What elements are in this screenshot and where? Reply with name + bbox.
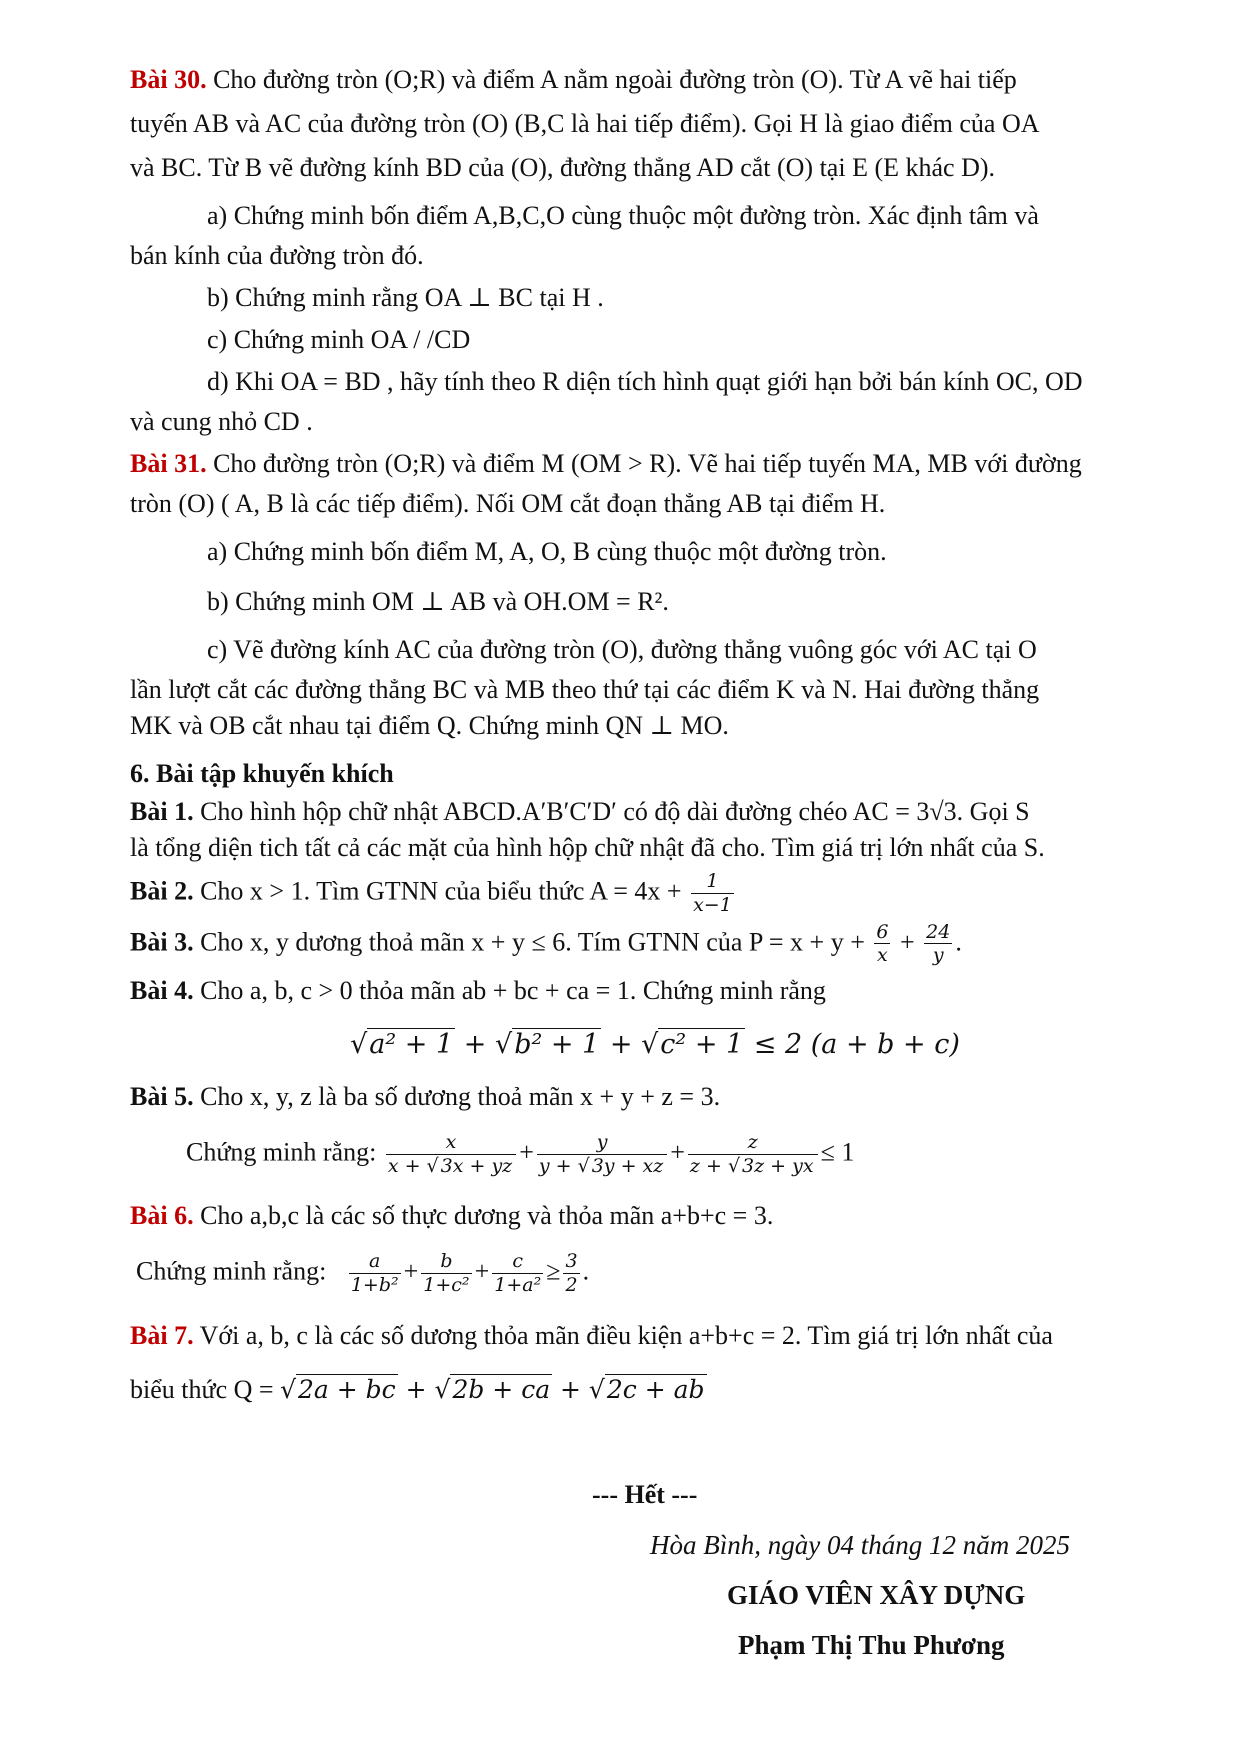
e6-fraction-1 [349, 1250, 401, 1297]
e2-numerator: 1 [691, 870, 734, 894]
e5-fraction-3 [688, 1131, 818, 1178]
e2-fraction [691, 870, 734, 917]
e3-f1-num: 6 [876, 920, 889, 943]
e5-f3-den: z + √ 3z + yx [689, 1154, 814, 1177]
e4-sqrt-sign-2: √ [494, 1029, 513, 1061]
b31-intro-line1: Cho đường tròn (O;R) và điểm M (OM > R). Vẽ hai tiếp tuyến MA, MB với đường [206, 449, 1082, 478]
e7-label: Bài 7. [130, 1321, 194, 1351]
e7-line [130, 1316, 1180, 1356]
e2-text: Cho x > 1. Tìm GTNN của biểu thức A = 4x + [193, 876, 689, 906]
e5-f1-den-sqrt: 3x + yz [440, 1154, 513, 1177]
e5-f2-den-a: y + [538, 1154, 578, 1177]
e1-line2: là tổng diện tich tất cả các mặt của hình hộp chữ nhật đã cho. Tìm giá trị lớn nhất của S. [130, 833, 1045, 862]
e5-f2-num: y [537, 1131, 667, 1155]
e5-fraction-1 [386, 1131, 516, 1178]
b31-label: Bài 31. [130, 449, 207, 478]
e5-fraction-2 [537, 1131, 667, 1178]
date-line: Hòa Bình, ngày 04 tháng 12 năm 2025 [650, 1530, 1070, 1560]
e6-end: . [582, 1256, 590, 1286]
e6-r-den: 2 [565, 1273, 578, 1296]
e5-f2-den-sqrt: 3y + xz [591, 1154, 664, 1177]
b30-part-a-line2: bán kính của đường tròn đó. [130, 241, 424, 270]
e4-sqrt-sign-3: √ [641, 1029, 659, 1061]
b30-label: Bài 30. [130, 65, 207, 94]
e4-sqrt-3: c² + 1 [660, 1029, 744, 1061]
e6-line [130, 1196, 1180, 1236]
b31-intro [130, 444, 1180, 484]
e6-f1-num: a [349, 1250, 401, 1274]
b31-part-c-line3: MK và OB cắt nhau tại điểm Q. Chứng minh QN ⊥ MO. [130, 711, 729, 740]
e5-rhs: ≤ 1 [820, 1137, 855, 1167]
e2-label: Bài 2. [130, 876, 194, 906]
e7-expr-line [130, 1370, 1180, 1410]
b30-part-b: b) Chứng minh rằng OA ⊥ BC tại H . [207, 283, 604, 312]
e6-r-num: 3 [565, 1249, 578, 1272]
e5-f1-den: x + √ 3x + yz [387, 1154, 513, 1177]
e7-sqrt-1: 2a + bc [298, 1375, 396, 1405]
e4-sqrt-2: b² + 1 [514, 1029, 600, 1061]
e7-sqrt-group: √2a + bc + √2b + ca + √2c + ab [280, 1375, 705, 1405]
author-role: GIÁO VIÊN XÂY DỰNG [727, 1580, 1026, 1610]
e5-label: Bài 5. [130, 1082, 194, 1112]
e5-line [130, 1077, 1180, 1117]
e5-prove-line: Chứng minh rằng: $\frac{x}{x + √ 3x + yz}$ + $\frac{y}{y + √ 3y + xz}$ + $\frac{z}{z + √ 3z + yx}$ ≤ 1 [186, 1131, 855, 1177]
e3-line [130, 921, 1180, 968]
e4-sqrt-sign-1: √ [350, 1029, 368, 1061]
e6-f2-num: b [421, 1250, 471, 1274]
b31-part-b: b) Chứng minh OM ⊥ AB và OH.OM = R². [207, 587, 669, 616]
e3-f2-den: y [932, 944, 944, 967]
e3-plus: + [893, 926, 922, 956]
end-mark: --- Hết --- [592, 1480, 698, 1509]
e1-line1 [130, 794, 1180, 830]
section-6-heading: 6. Bài tập khuyến khích [130, 759, 394, 788]
b30-intro-line3: và BC. Từ B vẽ đường kính BD của (O), đường thẳng AD cắt (O) tại E (E khác D). [130, 153, 996, 182]
e3-fraction-1 [874, 921, 890, 968]
e4-rhs: ≤ 2 (a + b + c) [745, 1029, 960, 1061]
e1-text1: Cho hình hộp chữ nhật ABCD.A′B′C′D′ có độ dài đường chéo AC = 3√3. Gọi S [193, 797, 1030, 826]
e4-text: Cho a, b, c > 0 thỏa mãn ab + bc + ca = 1. Chứng minh rằng [193, 976, 826, 1006]
b31-part-c-line1: c) Vẽ đường kính AC của đường tròn (O), đường thẳng vuông góc với AC tại O [207, 635, 1037, 664]
b30-intro [130, 60, 1180, 100]
e6-prove: Chứng minh rằng: [136, 1256, 327, 1286]
e3-text: Cho x, y dương thoả mãn x + y ≤ 6. Tím GTNN của P = x + y + [193, 926, 872, 956]
e5-f1-num: x [386, 1131, 516, 1155]
e6-fraction-2 [421, 1250, 471, 1297]
b30-part-a-line1: a) Chứng minh bốn điểm A,B,C,O cùng thuộc một đường tròn. Xác định tâm và [207, 201, 1039, 230]
e5-f1-den-a: x + [387, 1154, 427, 1177]
e7-expr: biểu thức Q = [130, 1375, 281, 1405]
b30-part-d-line1: d) Khi OA = BD , hãy tính theo R diện tích hình quạt giới hạn bởi bán kính OC, OD [207, 367, 1083, 396]
e6-prove-line: Chứng minh rằng: $\frac{a}{\text{1+b²}}$ + $\frac{b}{\text{1+c²}}$ + $\frac{c}{\text{1+a²}}$ ≥ $\frac{3}{2}$ . [136, 1249, 590, 1296]
b31-intro-line2: tròn (O) ( A, B là các tiếp điểm). Nối OM cắt đoạn thẳng AB tại điểm H. [130, 489, 886, 518]
b30-intro-line1: Cho đường tròn (O;R) và điểm A nằm ngoài đường tròn (O). Từ A vẽ hai tiếp [206, 65, 1017, 94]
e4-sqrt-1: a² + 1 [369, 1029, 454, 1061]
e3-end: . [955, 926, 962, 956]
e7-sqrt-3: 2c + ab [606, 1375, 705, 1405]
e3-f2-num: 24 [926, 920, 951, 943]
b30-part-c: c) Chứng minh OA / /CD [207, 325, 471, 354]
e6-label: Bài 6. [130, 1200, 194, 1230]
e6-fraction-3 [492, 1250, 543, 1297]
e1-label: Bài 1. [130, 797, 194, 826]
e6-f1-den: 1+b² [350, 1273, 399, 1296]
e6-f2-den: 1+c² [423, 1273, 470, 1296]
b31-part-c-line2: lần lượt cắt các đường thẳng BC và MB theo thứ tại các điểm K và N. Hai đường thẳng [130, 675, 1040, 704]
e5-text: Cho x, y, z là ba số dương thoả mãn x + y + z = 3. [193, 1082, 721, 1112]
e6-ge: ≥ [546, 1256, 561, 1286]
e6-f3-num: c [492, 1250, 543, 1274]
e5-prove: Chứng minh rằng: [186, 1137, 377, 1167]
e6-fraction-rhs [563, 1250, 579, 1297]
e4-label: Bài 4. [130, 976, 194, 1006]
e5-f3-den-a: z + [689, 1154, 728, 1177]
e2-line [130, 870, 1180, 917]
e5-f3-num: z [688, 1131, 818, 1155]
e3-fraction-2 [924, 921, 952, 968]
b31-part-a: a) Chứng minh bốn điểm M, A, O, B cùng thuộc một đường tròn. [207, 537, 887, 566]
e7-sqrt-2: 2b + ca [452, 1375, 551, 1405]
e5-f2-den: y + √ 3y + xz [538, 1154, 664, 1177]
document-page [130, 60, 1180, 1410]
e6-f3-den: 1+a² [494, 1273, 542, 1296]
e6-text: Cho a,b,c là các số thực dương và thỏa mãn a+b+c = 3. [193, 1200, 774, 1230]
e3-f1-den: x [877, 944, 888, 967]
author-name: Phạm Thị Thu Phương [738, 1630, 1005, 1660]
e2-denominator: x−1 [693, 893, 732, 916]
e7-text: Với a, b, c là các số dương thỏa mãn điều kiện a+b+c = 2. Tìm giá trị lớn nhất của [193, 1321, 1053, 1351]
e4-line [130, 971, 1180, 1011]
e5-f3-den-sqrt: 3z + yx [742, 1154, 814, 1177]
e4-inequality: √a² + 1 + √b² + 1 + √c² + 1 ≤ 2 (a + b + c) [350, 1029, 960, 1061]
e3-label: Bài 3. [130, 926, 194, 956]
b30-part-d-line2: và cung nhỏ CD . [130, 407, 313, 436]
b30-intro-line2: tuyến AB và AC của đường tròn (O) (B,C là hai tiếp điểm). Gọi H là giao điểm của OA [130, 109, 1040, 138]
